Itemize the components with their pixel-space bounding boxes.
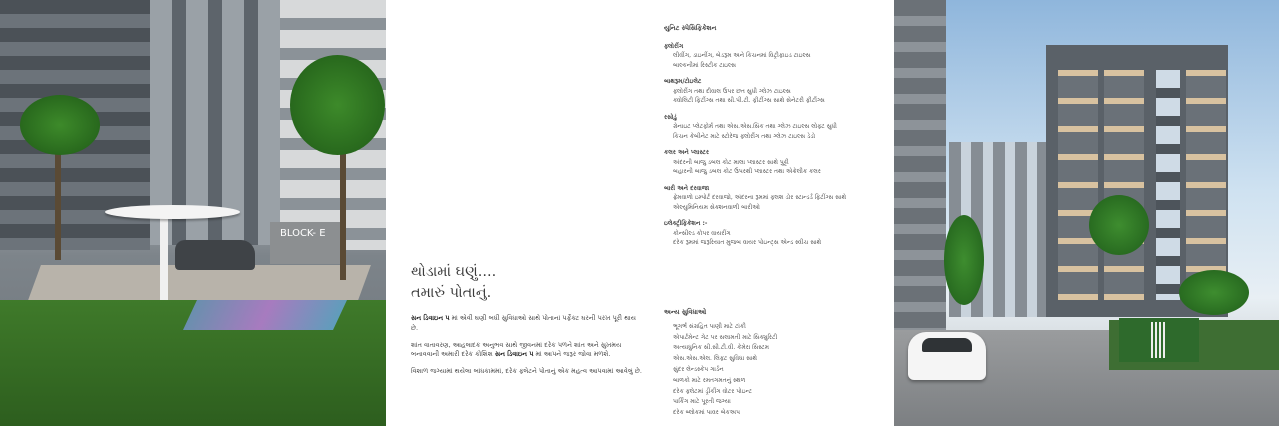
- project-name: સન ડિવાઇન ૫: [494, 350, 534, 358]
- intro-paragraph-text: વિશાળ જગ્યામાં થયેલા બાંધકામમાં, દરેક ફ્લેટને પોતાનું એક મહત્વ આપવામાં આવેલું છે.: [411, 367, 642, 375]
- building-left-edge: [894, 0, 946, 330]
- spec-section-title: બારી અને દરવાજા: [664, 184, 710, 192]
- project-name: સન ડિવાઇન ૫: [411, 314, 450, 322]
- intro-paragraph-text: માં આપને જરૂર જોવા મળશે.: [533, 350, 611, 358]
- intro-paragraph-2: [411, 341, 643, 360]
- balconies: [1058, 70, 1098, 300]
- amenities-heading: અન્ય સુવિધાઓ: [664, 308, 707, 316]
- balconies: [1186, 70, 1226, 300]
- spec-section-flooring: [664, 42, 889, 71]
- left-building-render: [0, 0, 386, 426]
- amenity-item: બાળકો માટે રમતગમતનું સ્થળ: [673, 376, 746, 384]
- palm-tree-icon: [1089, 195, 1149, 255]
- spec-line: દરેક રૂમમાં જરૂરિયાત મુજબ વાયર પોઇન્ટ્સ એન્ડ સ્વીચ સાથે: [673, 239, 822, 246]
- spec-line: ગ્રેનાઇટ પ્લેટફોર્મ તથા એસ.એસ.સિંક તથા ગ્લેઝ ટાઇલ્સ લોફ્ટ સુધી: [673, 123, 837, 130]
- spec-section-electrical: [664, 219, 889, 248]
- spec-section-title: ફ્લોરીંગ: [664, 42, 684, 50]
- tree-icon: [1179, 270, 1249, 315]
- glass-column: [1156, 70, 1180, 300]
- spec-section-title: કલર અને પ્લાસ્ટર: [664, 149, 709, 156]
- amenity-item: દરેક બ્લોકમાં પાવર બેકઅપ: [673, 409, 740, 417]
- spec-line: બાલ્કનીમાં રિસ્ટીક ટાઇલ્સ: [673, 61, 737, 69]
- white-canopy: [105, 205, 240, 219]
- specifications: [664, 24, 889, 255]
- spec-section-doors-windows: [664, 184, 889, 213]
- amenity-item: પાર્કિંગ માટે પૂરતી જગ્યા: [673, 398, 731, 406]
- tagline-line-2: તમારું પોતાનું.: [411, 285, 492, 301]
- white-car: [908, 332, 986, 380]
- coral-sculpture: [1151, 322, 1167, 358]
- spec-line: એલ્યુમિનિયમ સેક્શનવાળી બારીઓ: [673, 203, 760, 211]
- intro-text: [411, 314, 643, 384]
- canopy-pole: [160, 215, 168, 300]
- spec-section-bathroom: [664, 77, 889, 106]
- intro-paragraph-1: [411, 314, 643, 333]
- spec-section-title: ઇલેક્ટ્રીફિકેશન :-: [664, 220, 708, 227]
- spec-line: ફ્લોરીંગ તથા દીવાલ ઉપર છત સુધી ગ્લેઝ ટાઇલ્સ: [673, 87, 791, 95]
- green-screen-wall: [1119, 318, 1199, 362]
- spec-line: કિચન કેબીનેટ માટે સ્ટોરેજ ફ્લોરીંગ તથા ગ્લેઝ ટાઇલ્સ ડેડો: [673, 132, 816, 140]
- tagline: [411, 262, 641, 304]
- spec-line: ફ્રેમવાળો ઇમ્પોર્ટ દરવાજો, અંદરના રૂમમાં ફ્લશ ડોર સ્ટાન્ડર્ડ ફિટીંગ્સ સાથે: [673, 194, 847, 201]
- amenity-item: એસ.એસ.એલ. લિફ્ટ સુવિધા સાથે: [673, 355, 758, 363]
- amenities: [664, 307, 889, 419]
- intro-paragraph-text: માં એવી ઘણી બધી સુવિધાઓ સાથે પોતાનાં પર્ફેક્ટ ઘરની પરખ પૂરી થાય છે.: [411, 314, 636, 332]
- amenity-item: સુંદર લેન્ડસ્કેપ ગાર્ડન: [673, 365, 724, 373]
- spec-section-kitchen: [664, 113, 889, 142]
- spec-line: અંદરની બાજુ ડબલ કોટ માલા પ્લાસ્ટર સાથે પુટ્ટી: [673, 158, 789, 166]
- spec-line: ક્વોલિટી ફિટીંગ્સ તથા સી.પી.ટી. ફીટીંગ્સ સાથે સેનેટરી ફીટીંગ્સ: [673, 97, 825, 104]
- tagline-line-1: થોડામાં ઘણું....: [411, 264, 497, 280]
- palm-tree-icon: [290, 55, 385, 155]
- spec-section-title: રસોડું: [664, 113, 677, 121]
- car-windshield: [922, 338, 972, 352]
- block-sign: BLOCK- E: [270, 222, 342, 264]
- amenity-item: દરેક ફ્લેટમાં ડ્રીંકીંગ વોટર પોઇન્ટ: [673, 387, 752, 395]
- amenity-item: ભૂગર્ભ સંગ્રહિત પાણી માટે ટાંકી: [673, 322, 746, 330]
- amenity-item: અત્યાધુનિક સી.સી.ટી.વી. કેમેરા સિસ્ટમ: [673, 344, 770, 352]
- spec-section-title: બાથરૂમ/ટોઇલેટ: [664, 78, 702, 85]
- intro-paragraph-3: [411, 367, 643, 377]
- spec-line: બહારની બાજુ ડબલ કોટ ઉપરથી પ્લાસ્ટર તથા એક્રેલીક કલર: [673, 168, 821, 175]
- spec-section-paint: [664, 148, 889, 177]
- specifications-heading: યુનિટ સ્પેસિફિકેશન: [664, 24, 717, 32]
- tree-icon: [944, 215, 984, 305]
- water-feature: [183, 300, 347, 330]
- palm-tree-icon: [20, 95, 100, 155]
- amenity-item: એપાર્ટમેન્ટ ગેટ પર સલામતી માટે સિક્યુરિટી: [673, 333, 778, 341]
- right-building-render: [894, 0, 1279, 426]
- intro-paragraph-text: શાંત વાતાવરણ, આહલાદક અનુભવ સાથે જીવનમાં દરેક પળને શાંત અને સુખમય બનાવવાની અમારી દરેક કોશિશ: [411, 340, 622, 358]
- spec-line: કોન્સીલ્ડ કોપર વાયરીંગ: [673, 229, 731, 237]
- spec-line: લીવીંગ, ડાઇનીંગ, બેડરૂમ અને કિચનમાં વિટ્રીફાઇડ ટાઇલ્સ: [673, 52, 811, 59]
- parked-car: [175, 240, 255, 270]
- balconies: [1104, 70, 1144, 300]
